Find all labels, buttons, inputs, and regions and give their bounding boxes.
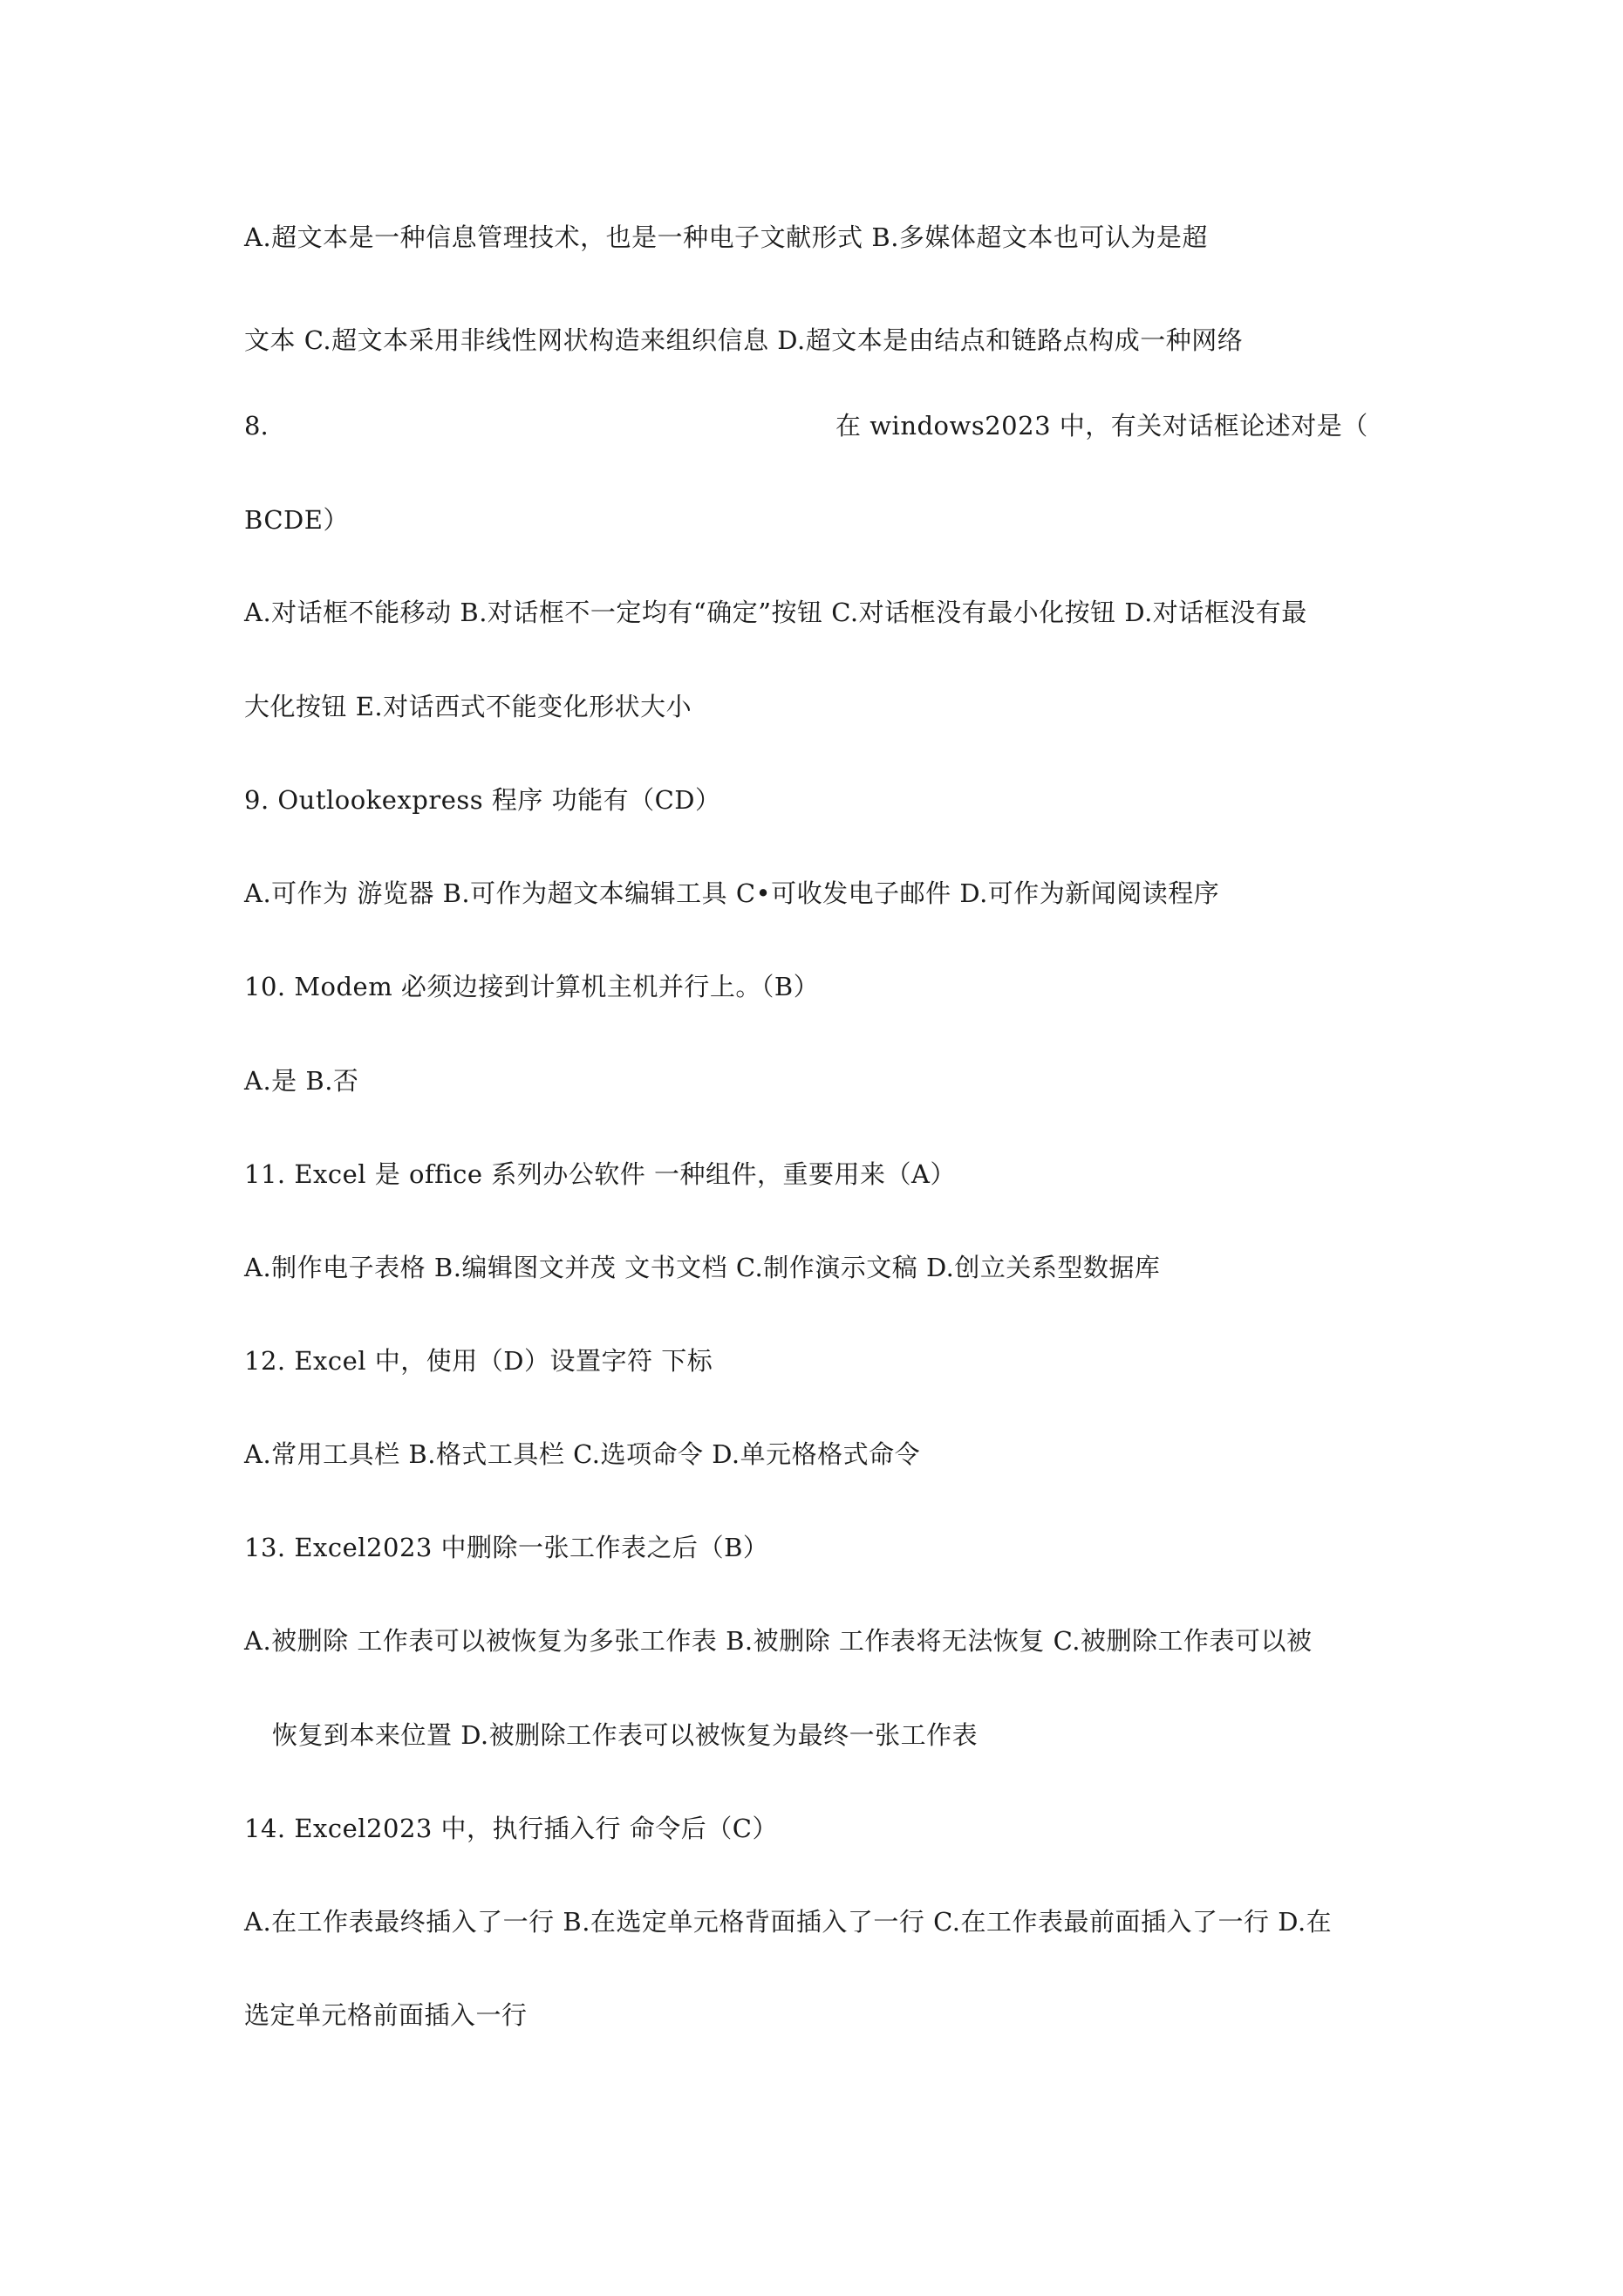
question-number: 8.	[244, 411, 269, 441]
text-line: 选定单元格前面插入一行	[244, 2000, 528, 2030]
text-line: A.对话框不能移动 B.对话框不一定均有“确定”按钮 C.对话框没有最小化按钮 D.对话框没有最	[244, 598, 1307, 627]
text-line: 14. Excel2023 中，执行插入行 命令后（C）	[244, 1814, 778, 1843]
text-line: A.在工作表最终插入了一行 B.在选定单元格背面插入了一行 C.在工作表最前面插入了一行 D.在	[244, 1907, 1333, 1937]
text-line: A.超文本是一种信息管理技术，也是一种电子文献形式 B.多媒体超文本也可认为是超	[244, 222, 1208, 252]
text-line: A.可作为 游览器 B.可作为超文本编辑工具 C•可收发电子邮件 D.可作为新闻阅读程序	[244, 878, 1220, 908]
text-line: 10. Modem 必须边接到计算机主机并行上。（B）	[244, 972, 820, 1001]
question-text: 在 windows2023 中，有关对话框论述对是（	[835, 411, 1368, 441]
text-line: 大化按钮 E.对话西式不能变化形状大小	[244, 692, 692, 721]
text-line: 9. Outlookexpress 程序 功能有（CD）	[244, 785, 721, 815]
text-line: A.是 B.否	[244, 1066, 359, 1096]
text-line: BCDE）	[244, 505, 349, 535]
text-line: A.被删除 工作表可以被恢复为多张工作表 B.被删除 工作表将无法恢复 C.被删除工作表可以被	[244, 1626, 1313, 1656]
text-line: 文本 C.超文本采用非线性网状构造来组织信息 D.超文本是由结点和链路点构成一种网络	[244, 325, 1244, 355]
text-line: 12. Excel 中，使用（D）设置字符 下标	[244, 1346, 713, 1376]
text-line: 13. Excel2023 中删除一张工作表之后（B）	[244, 1533, 769, 1562]
text-line: A.常用工具栏 B.格式工具栏 C.选项命令 D.单元格格式命令	[244, 1439, 921, 1469]
text-line: 11. Excel 是 office 系列办公软件 一种组件，重要用来（A）	[244, 1159, 956, 1189]
text-line: 恢复到本来位置 D.被删除工作表可以被恢复为最终一张工作表	[272, 1720, 979, 1750]
text-line: A.制作电子表格 B.编辑图文并茂 文书文档 C.制作演示文稿 D.创立关系型数据库	[244, 1253, 1161, 1282]
